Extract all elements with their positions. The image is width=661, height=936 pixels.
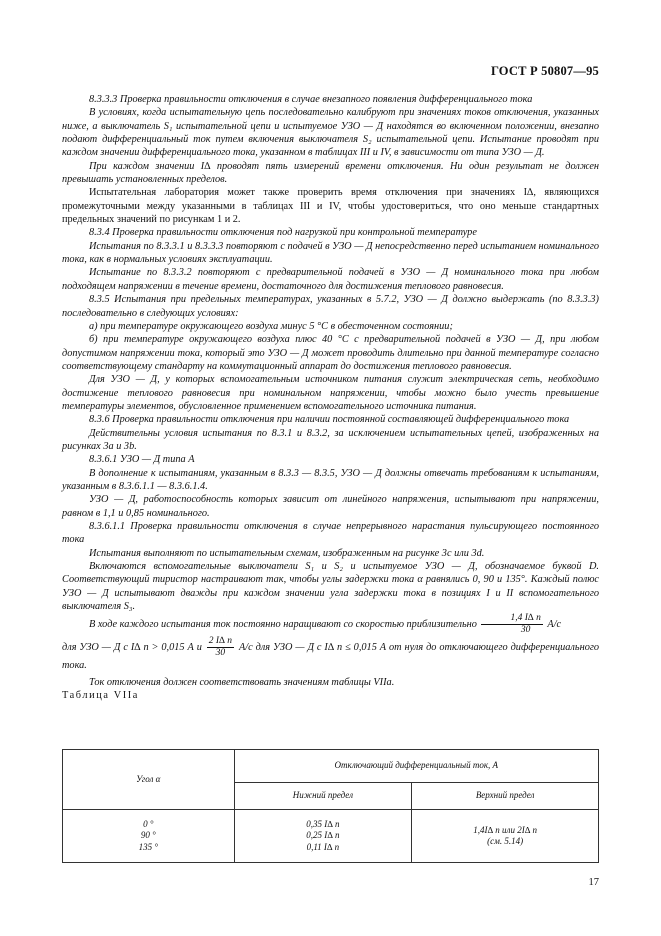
- cell-angles: [63, 810, 235, 863]
- cell-value: (см. 5.14): [487, 836, 524, 846]
- fraction-numerator: 1,4 I∆ n: [481, 613, 542, 625]
- formula-text: для УЗО — Д с I∆ n > 0,015 А и: [62, 642, 202, 654]
- paragraph: б) при температуре окружающего воздуха плюс 40 °С с предварительной подачей в УЗО — Д, при любом допустимом напряжении тока, который это УЗО — Д может проводить длительно при данной температуре согласно соответствующему стандарту на коммутационный аппарат до достижения теплового равновесия.: [62, 334, 599, 372]
- paragraph: Испытательная лаборатория может также проверить время отключения при значениях I∆, являющихся промежуточными между указанными в таблицах III и IV, чтобы удостовериться, что оно меньше стандартных предельных значений по рисункам 1 и 2.: [62, 187, 599, 226]
- paragraph: 8.3.6 Проверка правильности отключения при наличии постоянной составляющей дифференциального тока: [89, 414, 570, 426]
- table-row: [63, 810, 599, 863]
- paragraph: Ток отключения должен соответствовать значениям таблицы VIIa.: [89, 676, 395, 688]
- header-upper: Верхний предел: [412, 783, 599, 810]
- paragraph: 8.3.3.3 Проверка правильности отключения в случае внезапного появления дифференциального тока: [89, 94, 533, 105]
- document-body: [62, 93, 599, 702]
- paragraph: При каждом значении I∆ проводят пять измерений времени отключения. Ни один результат не должен превышать установленных пределов.: [62, 160, 599, 186]
- paragraph: а) при температуре окружающего воздуха минус 5 °С в обесточенном состоянии;: [89, 320, 453, 332]
- cell-value: 90 °: [140, 830, 156, 841]
- formula-text: В ходе каждого испытания ток постоянно наращивают со скоростью приблизительно: [89, 619, 477, 631]
- paragraph: Для УЗО — Д, у которых вспомогательным источником питания служит электрическая сеть, необходимо достижение теплового равновесия при номинальном напряжении, чтобы можно было учесть превышение температуры элементов, обусловленное применением вспомогательного источника питания.: [62, 374, 599, 412]
- formula-unit: А/с: [547, 619, 562, 631]
- cell-value: 1,4I∆ n или 2I∆ n: [473, 824, 537, 835]
- cell-value: 135 °: [138, 841, 158, 852]
- cell-value: 0,11 I∆ n: [306, 841, 340, 852]
- fraction-numerator: 2 I∆ n: [208, 636, 233, 647]
- formula-text: А/с для УЗО — Д с I∆ n ≤ 0,015 А от нуля до отключающего дифференциального тока.: [62, 642, 600, 672]
- fraction-denominator: 30: [520, 625, 531, 636]
- table-caption: Таблица VIIa: [62, 690, 139, 702]
- formula-paragraph: [62, 613, 599, 636]
- table-vii-a: [62, 749, 599, 863]
- cell-value: 0 °: [143, 818, 154, 829]
- paragraph: Действительны условия испытания по 8.3.1 и 8.3.2, за исключением испытательных цепей, изображенных на рисунках 3а и 3b.: [62, 427, 599, 452]
- paragraph: Включаются вспомогательные выключатели S₁ и S₂ и испытуемое УЗО — Д, обозначаемое буквой D. Соответствующий тиристор настраивают так, чтобы углы задержки тока α равнялись 0, 90 и 135°. Каждый полюс УЗО — Д испытывают дважды при каждом значении угла задержки тока в позициях I и II вспомогательного выключателя S₃.: [62, 561, 599, 613]
- page-number: 17: [588, 877, 599, 888]
- rate-fraction-1: [481, 613, 542, 636]
- paragraph: УЗО — Д, работоспособность которых зависит от линейного напряжения, испытывают при напряжении, равном в 1,1 и 0,85 номинального.: [62, 494, 599, 519]
- paragraph: Испытания выполняют по испытательным схемам, изображенным на рисунке 3с или 3d.: [89, 547, 485, 559]
- cell-value: 0,25 I∆ n: [306, 830, 340, 841]
- header-lower: Нижний предел: [234, 783, 412, 810]
- paragraph: В условиях, когда испытательную цепь последовательно калибруют при значениях токов отключения, указанных ниже, а выключатель S₁ испытательной цепи и испытуемое УЗО — Д находятся во включенном положении, внезапно подают дифференциальный ток путем включения выключателя S₂ испытательной цепи. Испытание проводят при каждом значении дифференциального тока, указанном в таблицах III и IV, в зависимости от типа УЗО — Д.: [62, 107, 599, 159]
- paragraph: 8.3.6.1.1 Проверка правильности отключения в случае непрерывного нарастания пульсирующего постоянного тока: [62, 521, 599, 546]
- paragraph: Испытание по 8.3.3.2 повторяют с предварительной подачей в УЗО — Д номинального тока при любом подходящем напряжении в течение времени, достаточного для достижения теплового равновесия.: [62, 267, 599, 292]
- header-group: Отключающий дифференциальный ток, А: [234, 750, 598, 783]
- cell-upper: [412, 810, 599, 863]
- paragraph: Испытания по 8.3.3.1 и 8.3.3.3 повторяют с подачей в УЗО — Д непосредственно перед испытанием номинального тока, как в нормальных условиях эксплуатации.: [62, 240, 599, 266]
- paragraph: 8.3.4 Проверка правильности отключения под нагрузкой при контрольной температуре: [89, 227, 477, 239]
- header-angle: Угол α: [63, 750, 235, 810]
- paragraph: 8.3.5 Испытания при предельных температурах, указанных в 5.7.2, УЗО — Д должно выдержать (по 8.3.3.3) последовательно в следующих условиях:: [62, 294, 599, 319]
- table-header-row: [63, 750, 599, 783]
- paragraph: В дополнение к испытаниям, указанным в 8.3.3 — 8.3.5, УЗО — Д должны отвечать требованиям к испытаниям, указанным в 8.3.6.1.1 — 8.3.6.1.4.: [62, 467, 599, 492]
- cell-value: 0,35 I∆ n: [306, 818, 340, 829]
- paragraph: 8.3.6.1 УЗО — Д типа А: [89, 454, 195, 466]
- rate-fraction-2: [207, 636, 234, 659]
- document-header: ГОСТ Р 50807—95: [490, 64, 599, 78]
- cell-lower: [234, 810, 412, 863]
- fraction-denominator: 30: [215, 648, 226, 659]
- formula-paragraph: [62, 636, 599, 672]
